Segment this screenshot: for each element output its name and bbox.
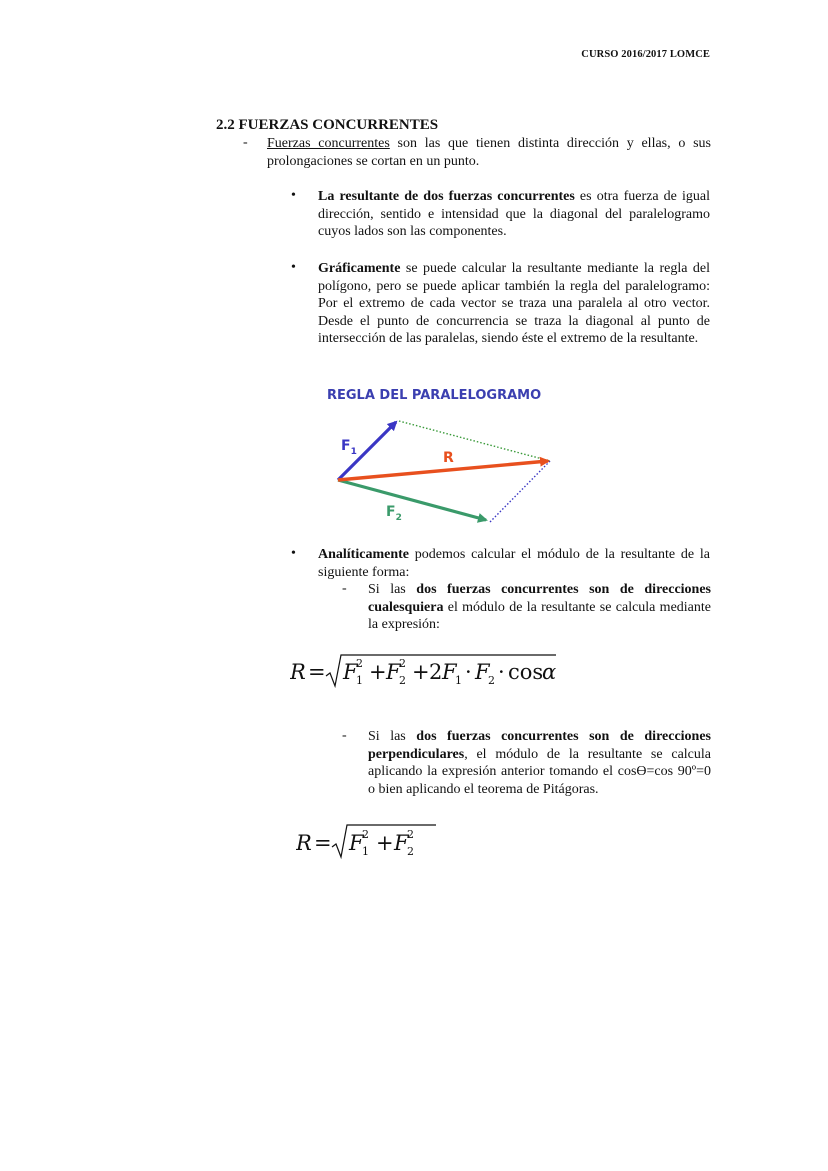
bullet-resultante-rest: es otra fuerza de igual dirección, sentido e intensidad que la diagonal del paralelogramo cuyos lados son las componentes. [318, 189, 710, 240]
term-f2: F [386, 660, 401, 684]
cos: cos [508, 660, 544, 684]
formula-perpendicular [296, 820, 446, 862]
dash-marker: - [342, 728, 347, 743]
case-cualesquiera-text [368, 581, 711, 634]
definition-text [267, 135, 711, 170]
formula2-equals: = [314, 831, 332, 855]
bullet-analiticamente-rest: podemos calcular el módulo de la resultante de la siguiente forma: [318, 547, 710, 580]
dash-marker: - [342, 581, 347, 596]
parallel-line-to-f1 [399, 421, 550, 461]
section-title: 2.2 FUERZAS CONCURRENTES [216, 117, 439, 133]
parallelogram-diagram [320, 382, 570, 532]
term2-f2-pow: 2 [407, 828, 414, 841]
plus-1: + [369, 660, 387, 684]
case-cualesquiera-rest: el módulo de la resultante se calcula mediante la expresión: [368, 599, 711, 633]
parallelogram-svg [320, 382, 570, 532]
bullet-graficamente-text [318, 260, 710, 348]
plus-2: + [412, 660, 430, 684]
vector-f2 [338, 480, 486, 520]
term-f1-sub: 1 [356, 674, 363, 687]
formula-equals: = [308, 660, 326, 684]
term-f1b-sub: 1 [455, 674, 462, 687]
coef-2: 2 [429, 660, 443, 684]
term-f2b-sub: 2 [488, 674, 495, 687]
dot-2: · [498, 660, 505, 684]
case-perpendiculares-text [368, 728, 711, 798]
case-cualesquiera-bold: dos fuerzas concurrentes son de direcciones cualesquiera [368, 582, 712, 615]
bullet-analiticamente-text [318, 546, 710, 581]
bullet-graficamente-bold: Gráficamente [318, 261, 401, 276]
formula-r: R [290, 660, 306, 684]
formula2-r: R [296, 831, 312, 855]
label-f1-sub: 1 [350, 447, 357, 457]
course-header: CURSO 2016/2017 LOMCE [581, 49, 710, 60]
term-f1: F [343, 660, 358, 684]
bullet-graficamente-rest: se puede calcular la resultante mediante la regla del polígono, pero se puede aplicar también la regla del paralelogramo: Por el extremo de cada vector se traza una paralela al otro vector. Desde el punto de concurrencia se traza la diagonal al punto de intersección de las paralelas, siendo éste el extremo de la resultante. [318, 261, 710, 347]
term2-f2-sub: 2 [407, 845, 414, 858]
diagram-title: REGLA DEL PARALELOGRAMO [327, 388, 542, 403]
dash-marker: - [243, 135, 248, 150]
formula-perpendicular-svg [296, 820, 446, 862]
plus2-1: + [376, 831, 394, 855]
bullet-resultante-bold: La resultante de dos fuerzas concurrentes [318, 189, 575, 204]
bullet-dot: • [291, 546, 296, 561]
case-perpendiculares-bold: dos fuerzas concurrentes son de direcciones perpendiculares [368, 729, 712, 762]
case-cualesquiera-pre: Si las [368, 582, 417, 597]
term2-f1: F [349, 831, 364, 855]
formula-general-svg [290, 652, 570, 692]
label-f1 [341, 438, 357, 457]
term-f1-pow: 2 [356, 657, 363, 670]
bullet-dot: • [291, 260, 296, 275]
dot-1: · [465, 660, 472, 684]
alpha: α [542, 660, 557, 684]
term-f2b: F [475, 660, 490, 684]
definition-rest: son las que tienen distinta dirección y ellas, o sus prolongaciones se cortan en un punto. [267, 136, 712, 169]
term-f2-sub: 2 [399, 674, 406, 687]
term-f2-pow: 2 [399, 657, 406, 670]
bullet-resultante-text [318, 188, 710, 241]
label-f2 [386, 504, 402, 523]
bullet-dot: • [291, 188, 296, 203]
case-perpendiculares-pre: Si las [368, 729, 417, 744]
formula-general [290, 652, 570, 692]
bullet-analiticamente-bold: Analíticamente [318, 547, 409, 562]
label-f2-sub: 2 [395, 513, 402, 523]
term2-f1-sub: 1 [362, 845, 369, 858]
term2-f2: F [394, 831, 409, 855]
term-fuerzas-concurrentes: Fuerzas concurrentes [267, 136, 390, 151]
label-f2-main: F [386, 504, 396, 520]
parallel-line-to-f2 [490, 461, 550, 522]
label-f1-main: F [341, 438, 351, 454]
term-f1b: F [442, 660, 457, 684]
term2-f1-pow: 2 [362, 828, 369, 841]
label-r: R [443, 450, 454, 466]
case-perpendiculares-rest: , el módulo de la resultante se calcula aplicando la expresión anterior tomando el cosϴ=cos 90º=0 o bien aplicando el teorema de Pitágoras. [368, 746, 711, 797]
